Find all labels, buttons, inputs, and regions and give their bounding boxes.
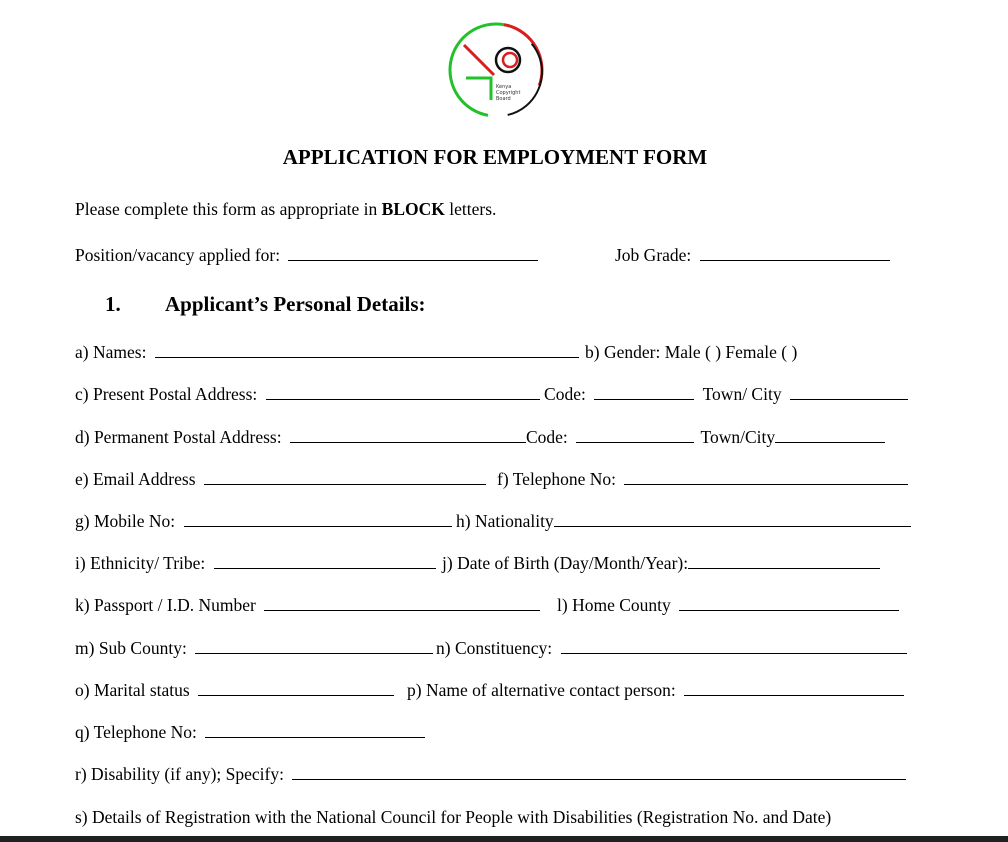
svg-text:Copyright: Copyright bbox=[496, 90, 521, 96]
row-l bbox=[557, 595, 899, 616]
home-county-label: l) Home County bbox=[557, 595, 671, 615]
permanent-code-field[interactable] bbox=[576, 428, 694, 443]
permanent-town-label: Town/City bbox=[700, 427, 776, 447]
names-label: a) Names: bbox=[75, 342, 147, 362]
disability-label: r) Disability (if any); Specify: bbox=[75, 764, 284, 784]
dob-label: j) Date of Birth (Day/Month/Year): bbox=[442, 553, 689, 573]
instructions: Please complete this form as appropriate in BLOCK letters. bbox=[75, 199, 497, 219]
form-title: APPLICATION FOR EMPLOYMENT FORM bbox=[282, 145, 708, 169]
permanent-town-field[interactable] bbox=[775, 428, 885, 443]
present-address-field[interactable] bbox=[266, 385, 540, 400]
present-code-field[interactable] bbox=[594, 385, 694, 400]
job-grade-field[interactable] bbox=[700, 246, 890, 261]
mobile-field[interactable] bbox=[184, 512, 452, 527]
position-label: Position/vacancy applied for: bbox=[75, 245, 281, 265]
sub-county-field[interactable] bbox=[195, 639, 433, 654]
svg-text:Kenya: Kenya bbox=[496, 84, 512, 90]
mobile-label: g) Mobile No: bbox=[75, 511, 176, 531]
row-r bbox=[75, 764, 906, 785]
gender-field[interactable]: b) Gender: Male ( ) Female ( ) bbox=[585, 342, 798, 362]
email-label: e) Email Address bbox=[75, 469, 196, 489]
permanent-address-label: d) Permanent Postal Address: bbox=[75, 427, 282, 447]
row-p bbox=[407, 680, 904, 701]
row-f bbox=[497, 469, 908, 490]
passport-field[interactable] bbox=[264, 596, 540, 611]
marital-status-label: o) Marital status bbox=[75, 680, 190, 700]
ethnicity-field[interactable] bbox=[214, 554, 436, 569]
row-o bbox=[75, 680, 394, 701]
ethnicity-label: i) Ethnicity/ Tribe: bbox=[75, 553, 206, 573]
row-d bbox=[75, 427, 885, 448]
row-c bbox=[75, 384, 908, 405]
row-j bbox=[442, 553, 880, 574]
sub-county-label: m) Sub County: bbox=[75, 638, 187, 658]
permanent-address-field[interactable] bbox=[290, 428, 526, 443]
alt-telephone-label: q) Telephone No: bbox=[75, 722, 197, 742]
marital-status-field[interactable] bbox=[198, 681, 394, 696]
nationality-field[interactable] bbox=[554, 512, 911, 527]
disability-field[interactable] bbox=[292, 765, 906, 780]
permanent-code-label: Code: bbox=[525, 427, 568, 447]
job-grade-label: Job Grade: bbox=[615, 245, 692, 265]
present-town-field[interactable] bbox=[790, 385, 908, 400]
present-address-label: c) Present Postal Address: bbox=[75, 384, 258, 404]
job-grade-row bbox=[615, 245, 890, 266]
present-code-label: Code: bbox=[544, 384, 586, 404]
row-g bbox=[75, 511, 452, 532]
telephone-field[interactable] bbox=[624, 470, 908, 485]
present-town-label: Town/ City bbox=[702, 384, 782, 404]
section-heading: 1. Applicant’s Personal Details: bbox=[105, 292, 426, 316]
telephone-label: f) Telephone No: bbox=[497, 469, 616, 489]
row-s: s) Details of Registration with the National Council for People with Disabilities (Registration No. and Date) bbox=[75, 807, 832, 827]
passport-label: k) Passport / I.D. Number bbox=[75, 595, 256, 615]
row-k bbox=[75, 595, 540, 616]
row-i bbox=[75, 553, 436, 574]
row-q bbox=[75, 722, 425, 743]
nationality-label: h) Nationality bbox=[456, 511, 554, 531]
alt-contact-field[interactable] bbox=[684, 681, 904, 696]
alt-telephone-field[interactable] bbox=[205, 723, 425, 738]
alt-contact-label: p) Name of alternative contact person: bbox=[407, 680, 676, 700]
home-county-field[interactable] bbox=[679, 596, 899, 611]
svg-text:Board: Board bbox=[496, 96, 511, 102]
constituency-label: n) Constituency: bbox=[436, 638, 553, 658]
kenya-copyright-board-logo bbox=[446, 20, 546, 120]
names-field[interactable] bbox=[155, 343, 579, 358]
row-m bbox=[75, 638, 433, 659]
email-field[interactable] bbox=[204, 470, 486, 485]
row-h bbox=[456, 511, 911, 532]
position-field[interactable] bbox=[288, 246, 538, 261]
dob-field[interactable] bbox=[688, 554, 880, 569]
row-e bbox=[75, 469, 486, 490]
bottom-bar bbox=[0, 836, 1008, 842]
position-row bbox=[75, 245, 538, 266]
row-a bbox=[75, 342, 579, 363]
row-n bbox=[436, 638, 907, 659]
constituency-field[interactable] bbox=[561, 639, 907, 654]
